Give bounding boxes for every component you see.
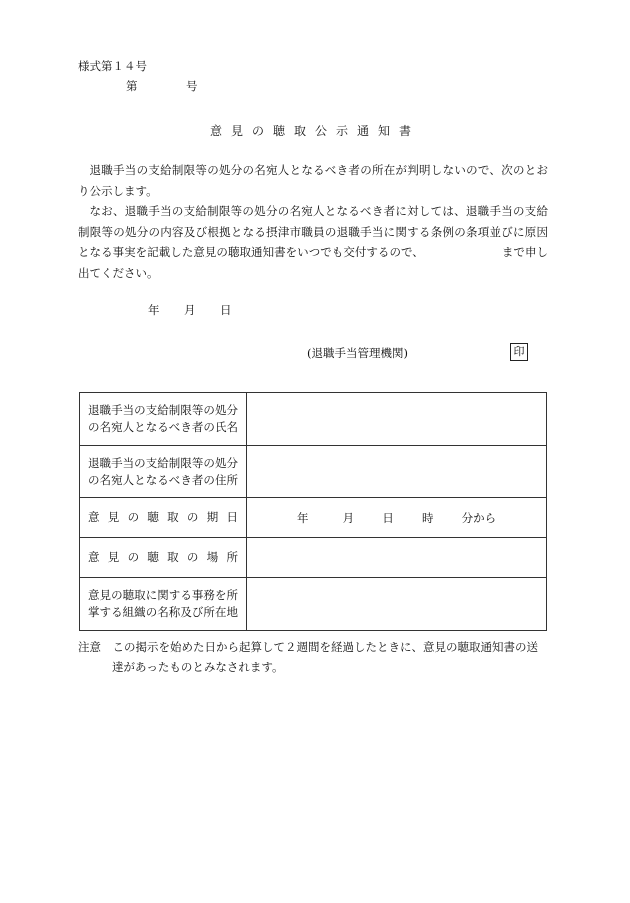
- table-row: [80, 498, 547, 538]
- issue-date: [148, 302, 256, 318]
- row-value-place: [247, 538, 547, 578]
- document-title: 意見の聴取公示通知書: [209, 124, 420, 138]
- document-number-suffix: 号: [186, 79, 198, 93]
- body-paragraph-2-part-1: なお、退職手当の支給制限等の処分の名宛人となるべき者に対しては、退職手当の支給制限等の処分の内容及び根拠となる摂津市職員の退職手当に関する条例の条項並びに原因となる事実を記載した意見の聴取通知書をいつでも交付するので、: [78, 204, 548, 259]
- row-value-name: [247, 393, 547, 446]
- row-value-date: [247, 498, 547, 538]
- note-line-1: 注意 この掲示を始めた日から起算して２週間を経過したときに、意見の聴取通知書の送: [78, 640, 538, 654]
- hearing-hour: 時: [421, 510, 434, 525]
- row-label-name: 退職手当の支給制限等の処分の名宛人となるべき者の氏名: [80, 393, 247, 446]
- body-paragraph-2-part-2: まで申し出てください。: [78, 245, 548, 280]
- hearing-minute: 分から: [461, 510, 497, 525]
- note-line-2: 達があったものとみなされます。: [112, 660, 284, 674]
- row-value-organization: [247, 578, 547, 631]
- hearing-day: 日: [382, 510, 394, 525]
- body-paragraph-2: [78, 201, 548, 283]
- issue-date-year: 年: [148, 303, 160, 317]
- body-paragraph-1: 退職手当の支給制限等の処分の名宛人となるべき者の所在が判明しないので、次のとおり公示します。: [78, 163, 548, 198]
- row-label-place: 意見の聴取の場所: [80, 538, 247, 578]
- form-number: 様式第１４号: [78, 59, 147, 73]
- note: [78, 637, 538, 677]
- row-label-date: 意見の聴取の期日: [80, 498, 247, 538]
- hearing-year: 年: [297, 510, 309, 525]
- hearing-month: 月: [342, 510, 355, 525]
- table-row: [80, 393, 547, 446]
- document-number-prefix: 第: [126, 79, 138, 93]
- issue-date-month: 月: [184, 303, 196, 317]
- row-label-address: 退職手当の支給制限等の処分の名宛人となるべき者の住所: [80, 446, 247, 498]
- seal-box: 印: [510, 343, 528, 361]
- table-row: [80, 446, 547, 498]
- body-text: [78, 160, 548, 283]
- table-row: [80, 538, 547, 578]
- agency-label: (退職手当管理機関): [307, 346, 408, 360]
- row-label-organization: 意見の聴取に関する事務を所掌する組織の名称及び所在地: [80, 578, 247, 631]
- row-value-address: [247, 446, 547, 498]
- notice-table: [79, 392, 547, 631]
- table-row: [80, 578, 547, 631]
- issue-date-day: 日: [220, 303, 232, 317]
